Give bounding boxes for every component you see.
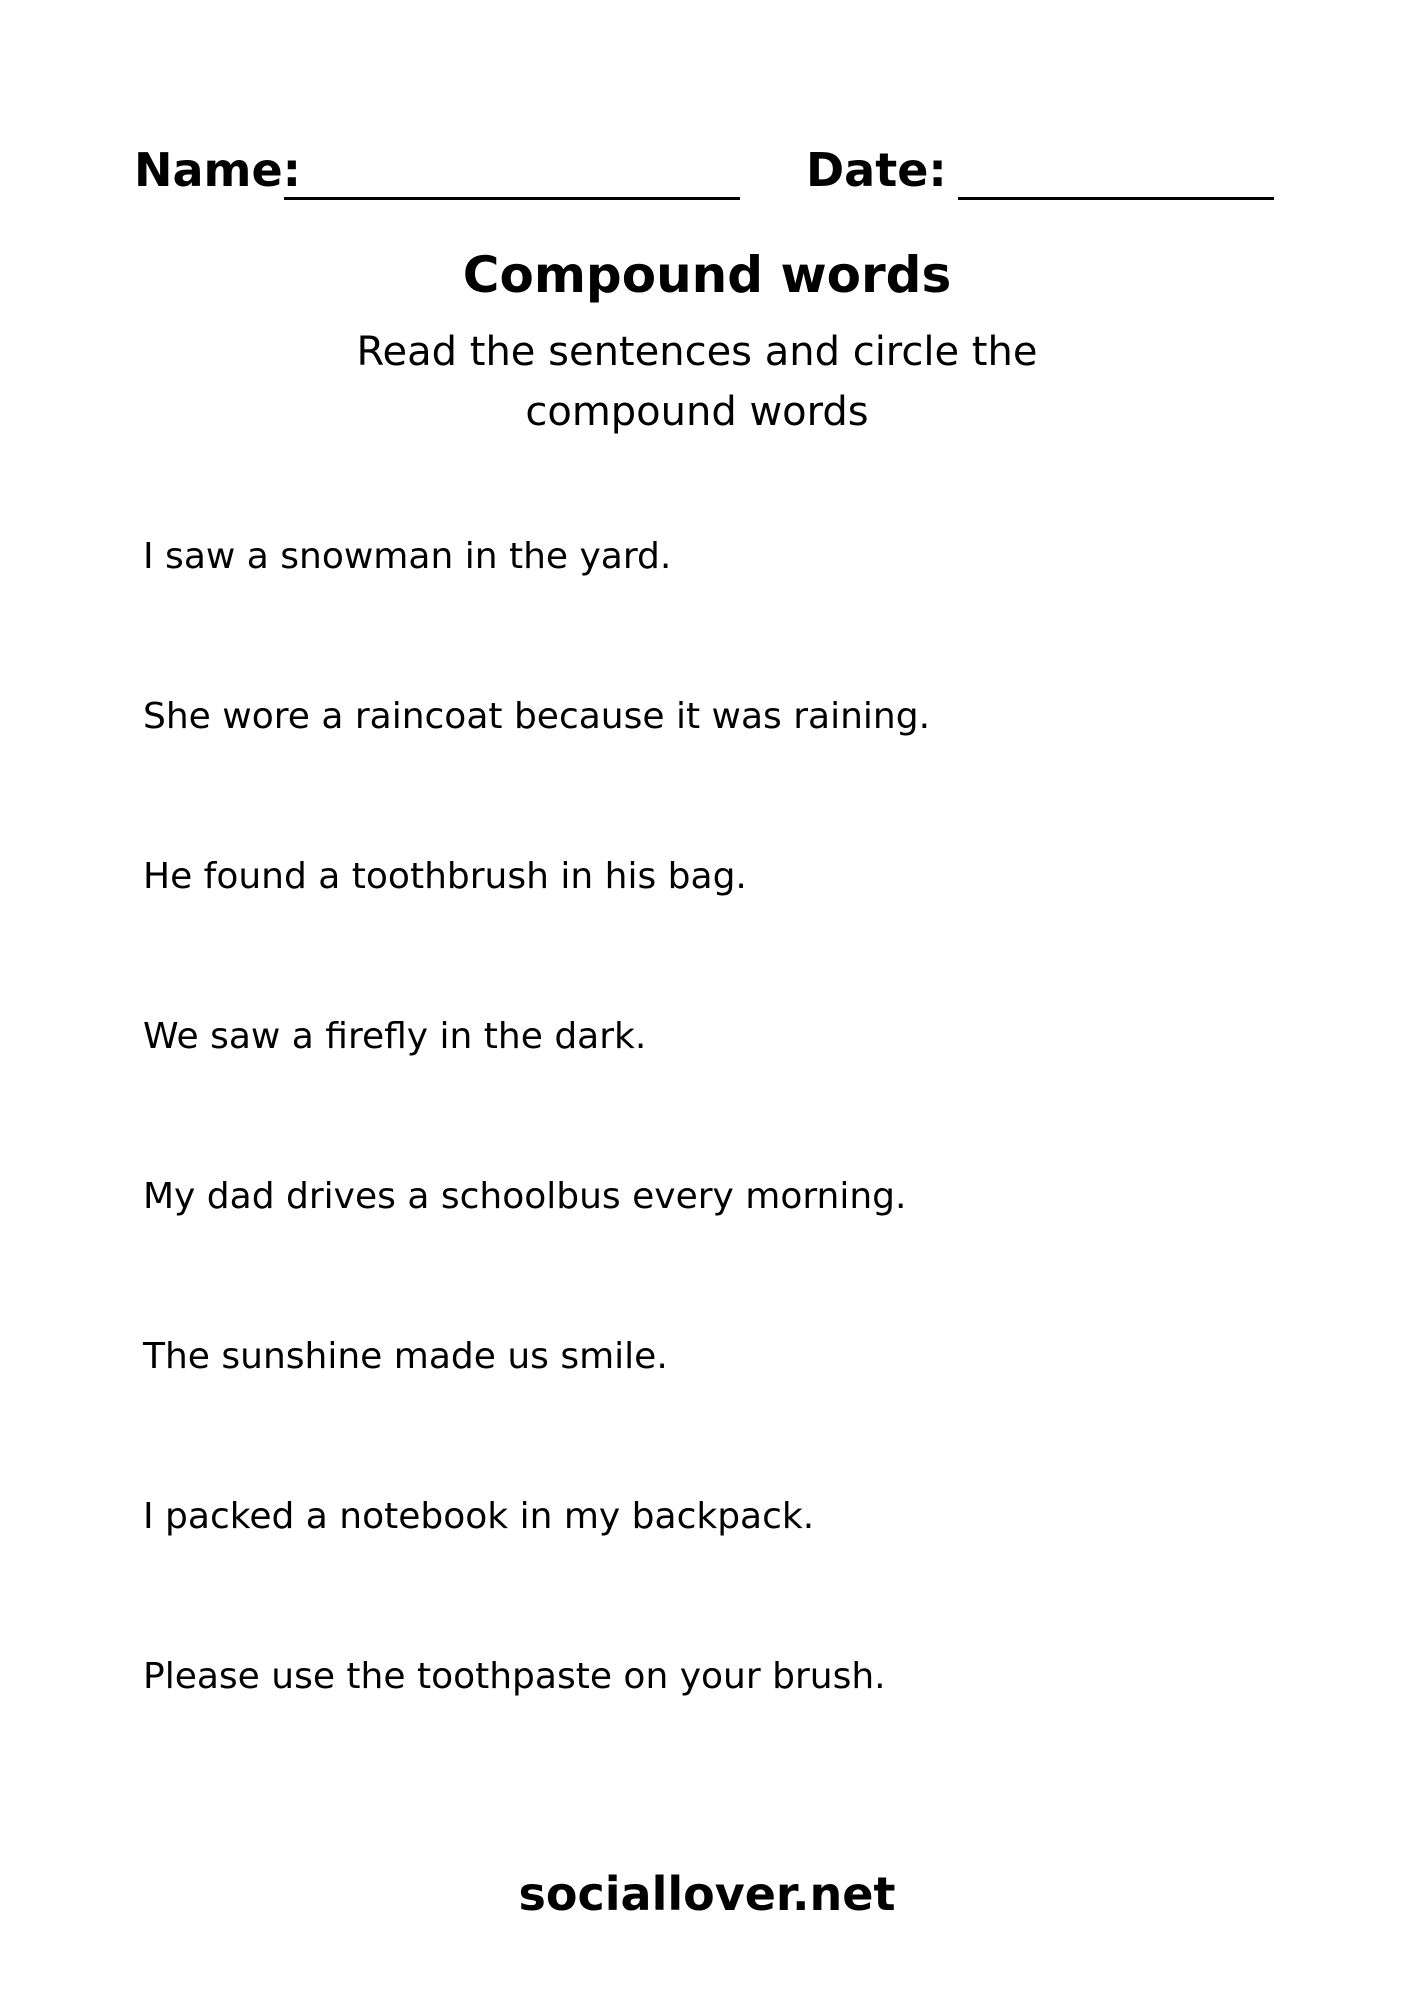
name-label: Name: [134,143,302,197]
instructions-line-2: compound words [525,389,869,435]
sentence-item: He found a toothbrush in his bag. [143,856,747,897]
sentence-item: My dad drives a schoolbus every morning. [143,1176,907,1217]
worksheet-title: Compound words [462,246,952,304]
sentence-item: The sunshine made us smile. [143,1336,668,1377]
name-blank-line[interactable] [284,197,740,200]
sentence-item: I saw a snowman in the yard. [143,536,672,577]
student-info-header [134,140,1274,210]
sentence-item: I packed a notebook in my backpack. [143,1496,815,1537]
sentence-item: She wore a raincoat because it was raining. [143,696,931,737]
instructions [307,322,1087,442]
sentence-item: Please use the toothpaste on your brush. [143,1656,886,1697]
instructions-line-1: Read the sentences and circle the [356,329,1038,375]
date-label: Date: [806,143,947,197]
sentence-list [143,530,1293,1810]
sentence-item: We saw a firefly in the dark. [143,1016,647,1057]
date-blank-line[interactable] [958,197,1274,200]
site-footer: sociallover.net [518,1867,896,1921]
